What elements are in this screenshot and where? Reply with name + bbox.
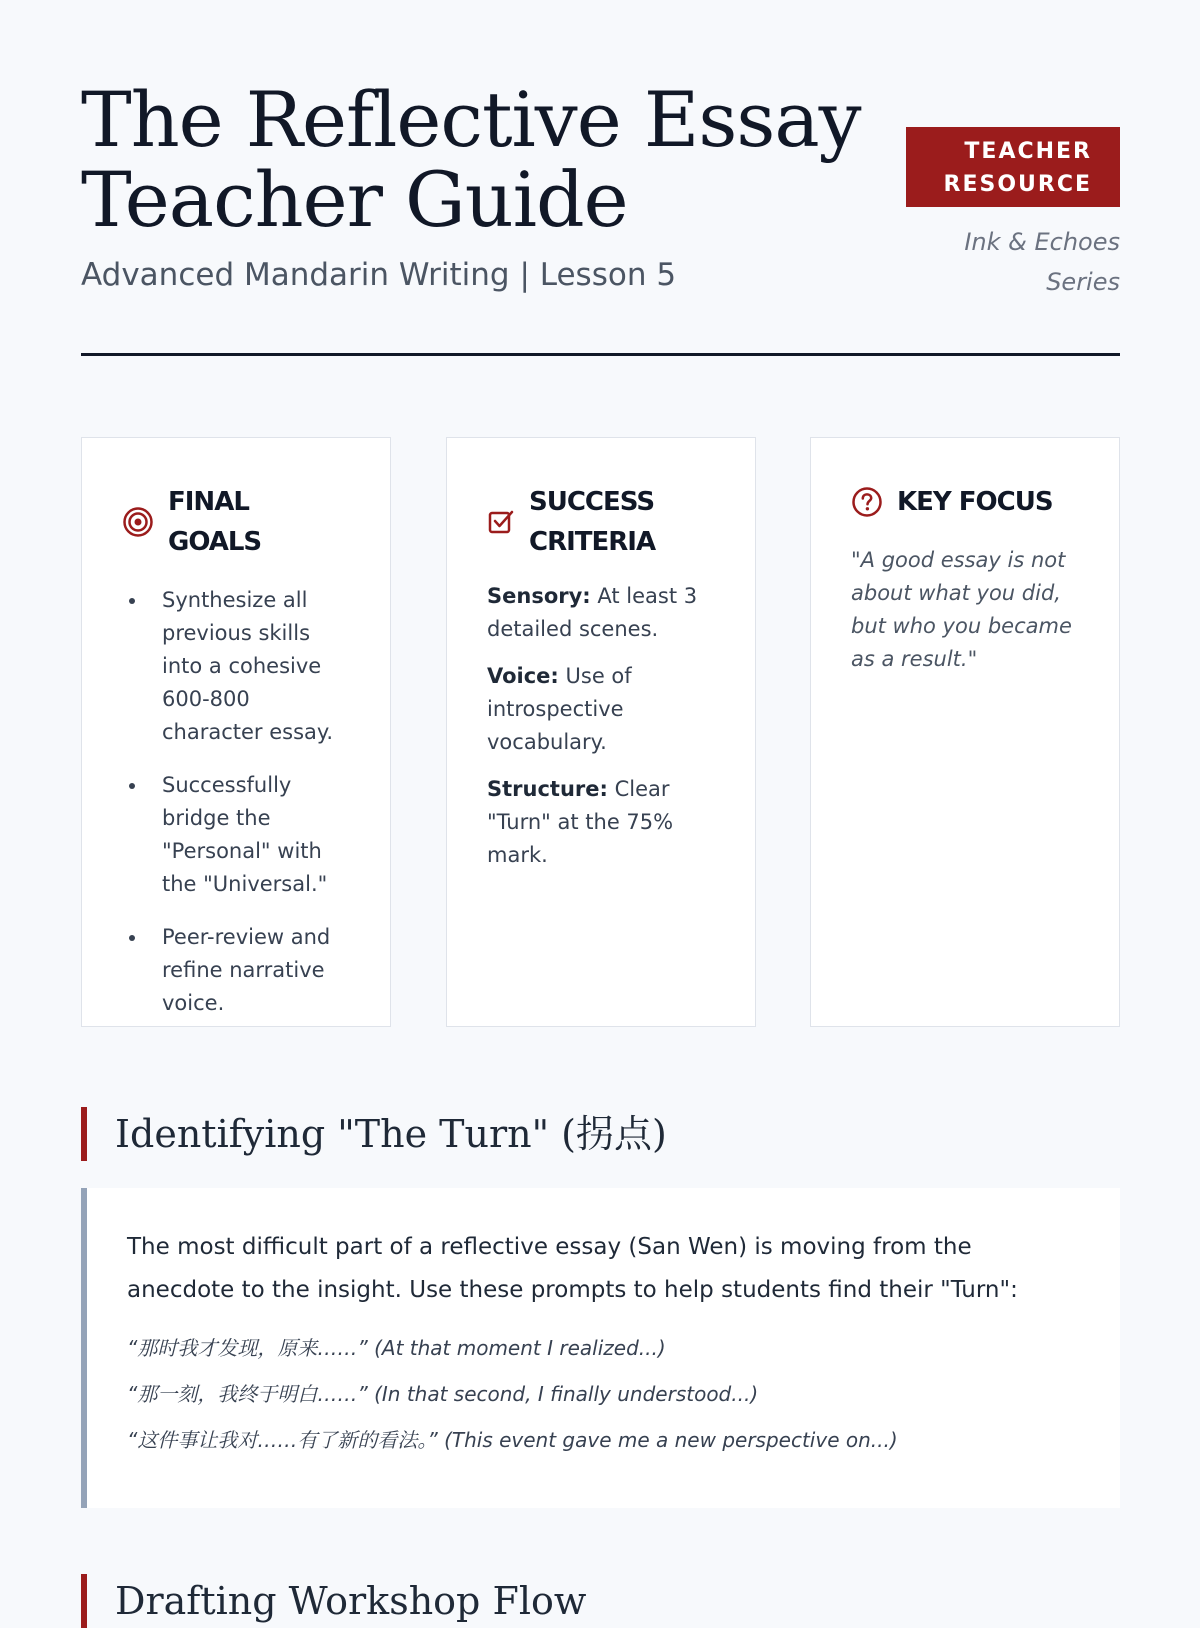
criteria-label: Voice: (487, 664, 559, 688)
final-goals-card (81, 437, 391, 1027)
success-criteria-list (487, 580, 715, 872)
turn-section (81, 1107, 1120, 1508)
success-criteria-title-line-2: CRITERIA (529, 527, 656, 557)
series-label (940, 222, 1120, 302)
key-focus-heading (851, 482, 1079, 522)
checkbox-icon (487, 508, 515, 536)
criteria-label: Sensory: (487, 584, 591, 608)
header-divider (81, 353, 1120, 356)
header (81, 75, 1120, 300)
teacher-resource-badge (906, 127, 1120, 207)
success-criteria-title-line-1: SUCCESS (529, 487, 655, 517)
overview-cards (81, 437, 1120, 1027)
turn-prompt: “那一刻，我终于明白……” (In that second, I finally understood...) (127, 1382, 759, 1406)
target-icon (122, 506, 154, 538)
page-subtitle: Advanced Mandarin Writing | Lesson 5 (81, 257, 677, 293)
key-focus-title: KEY FOCUS (897, 487, 1053, 517)
title-line-1: The Reflective Essay (81, 75, 861, 164)
criteria-text: At least 3 detailed scenes. (487, 584, 698, 641)
goal-item: • Successfully bridge the "Personal" with the "Universal." (148, 769, 350, 901)
criteria-text: Clear "Turn" at the 75% mark. (487, 777, 674, 867)
criteria-item (487, 773, 715, 872)
page-title (81, 75, 881, 244)
series-line-1: Ink & Echoes (964, 228, 1120, 256)
goal-item: • Synthesize all previous skills into a cohesive 600-800 character essay. (148, 584, 350, 749)
badge-line-2: RESOURCE (943, 172, 1092, 197)
final-goals-title: FINAL GOALS (168, 487, 262, 557)
turn-section-title: Identifying "The Turn" (拐点) (81, 1107, 667, 1161)
series-line-2: Series (1046, 268, 1120, 296)
goal-item: • Peer-review and refine narrative voice. (148, 921, 350, 1020)
turn-callout (81, 1188, 1120, 1508)
turn-prompt: “那时我才发现，原来……” (At that moment I realized...) (127, 1336, 666, 1360)
criteria-text: Use of introspective vocabulary. (487, 664, 632, 754)
turn-prompt: “这件事让我对……有了新的看法。” (This event gave me a new perspective on...) (127, 1428, 898, 1452)
key-focus-card (810, 437, 1120, 1027)
key-focus-quote: "A good essay is not about what you did, but who you became as a result." (851, 548, 1072, 671)
success-criteria-card (446, 437, 756, 1027)
question-icon (851, 486, 883, 518)
success-criteria-heading (487, 482, 715, 562)
final-goals-heading (122, 482, 350, 562)
success-criteria-title (529, 482, 655, 562)
turn-intro-text: The most difficult part of a reflective essay (San Wen) is moving from the anecdote to the insight. Use these prompts to help students find their "Turn": (127, 1234, 1018, 1303)
criteria-item (487, 660, 715, 759)
criteria-item (487, 580, 715, 646)
final-goals-list (122, 584, 350, 1020)
title-line-2: Teacher Guide (81, 155, 628, 244)
workshop-section (81, 1574, 1120, 1623)
badge-line-1: TEACHER (964, 139, 1092, 164)
criteria-label: Structure: (487, 777, 608, 801)
workshop-section-title: Drafting Workshop Flow (81, 1574, 586, 1628)
teacher-guide-page (81, 0, 1120, 1623)
